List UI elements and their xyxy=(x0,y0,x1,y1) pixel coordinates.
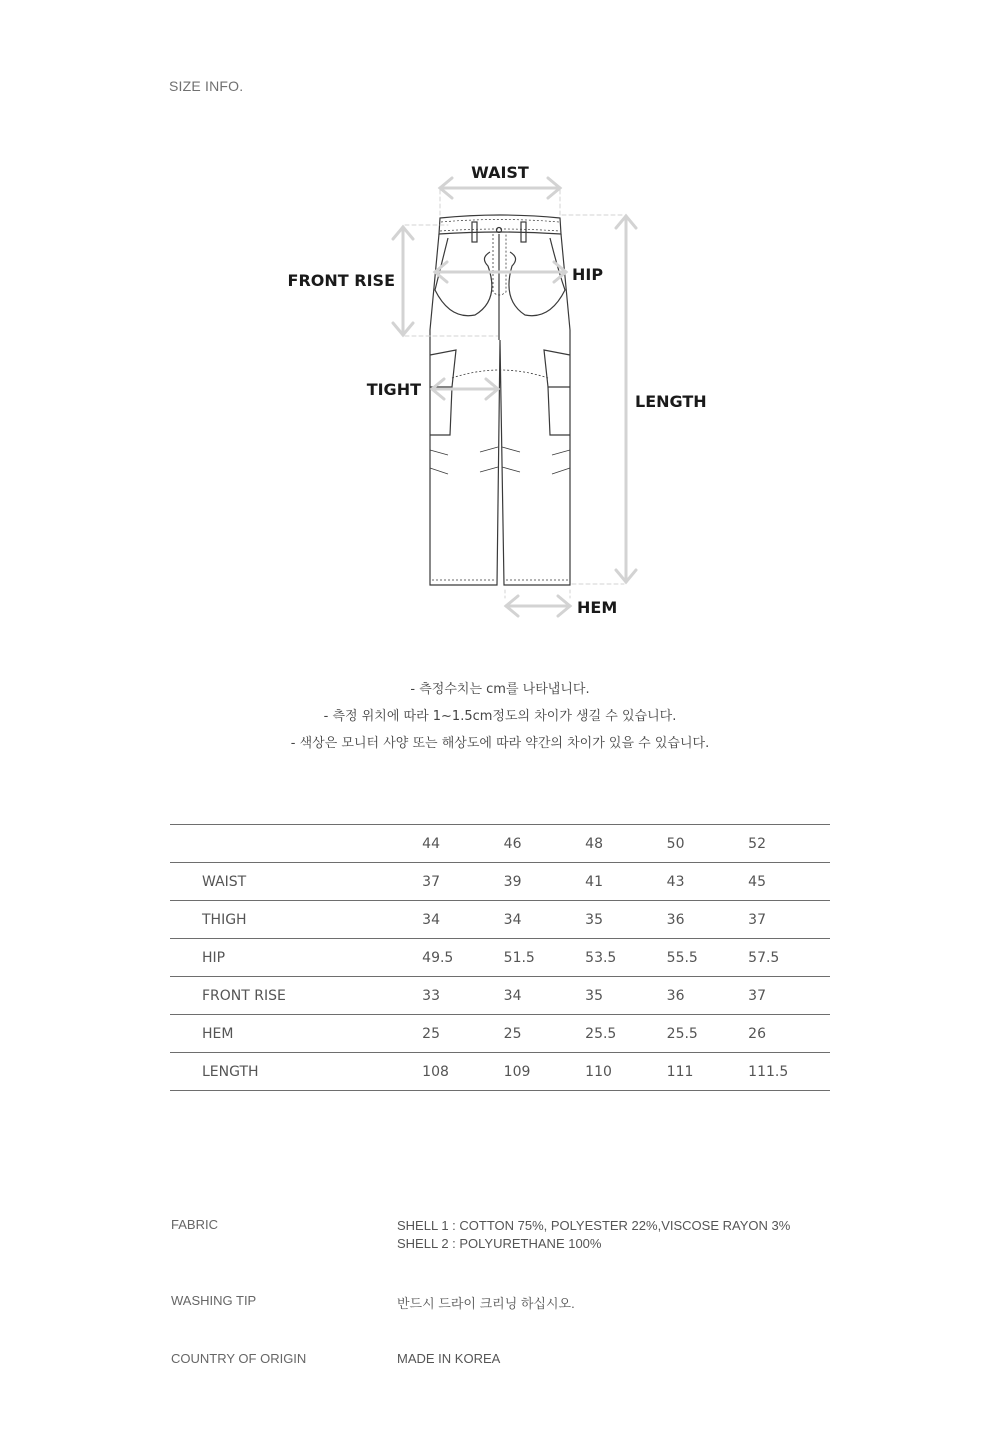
table-cell: 35 xyxy=(585,977,667,1015)
pants-measurement-diagram xyxy=(280,150,720,630)
hip-label: HIP xyxy=(572,265,604,284)
table-cell: 39 xyxy=(504,863,586,901)
table-cell: 34 xyxy=(504,977,586,1015)
origin-label: COUNTRY OF ORIGIN xyxy=(171,1351,307,1366)
table-cell: 37 xyxy=(748,901,830,939)
table-cell: 34 xyxy=(504,901,586,939)
table-cell: 36 xyxy=(667,901,749,939)
header-cell: 46 xyxy=(504,825,586,863)
table-cell: 53.5 xyxy=(585,939,667,977)
table-cell: 45 xyxy=(748,863,830,901)
row-label: HEM xyxy=(170,1015,422,1053)
note-line: - 색상은 모니터 사양 또는 해상도에 따라 약간의 차이가 있을 수 있습니다. xyxy=(290,736,710,751)
hem-label: HEM xyxy=(577,598,618,617)
table-cell: 108 xyxy=(422,1053,504,1091)
fabric-label: FABRIC xyxy=(171,1217,218,1232)
size-table xyxy=(170,824,830,1091)
table-cell: 34 xyxy=(422,901,504,939)
header-cell: 50 xyxy=(667,825,749,863)
table-cell: 51.5 xyxy=(504,939,586,977)
table-cell: 109 xyxy=(504,1053,586,1091)
row-label: THIGH xyxy=(170,901,422,939)
table-cell: 57.5 xyxy=(748,939,830,977)
length-label: LENGTH xyxy=(635,392,707,411)
table-cell: 25 xyxy=(422,1015,504,1053)
table-cell: 25.5 xyxy=(667,1015,749,1053)
fabric-value xyxy=(397,1217,857,1253)
fabric-line: SHELL 2 : POLYURETHANE 100% xyxy=(397,1236,602,1251)
section-title: SIZE INFO. xyxy=(169,78,244,94)
origin-value: MADE IN KOREA xyxy=(397,1351,501,1366)
waist-label: WAIST xyxy=(471,163,529,182)
front-rise-label: FRONT RISE xyxy=(287,271,395,290)
row-label: FRONT RISE xyxy=(170,977,422,1015)
table-row xyxy=(170,977,830,1015)
table-cell: 49.5 xyxy=(422,939,504,977)
table-cell: 26 xyxy=(748,1015,830,1053)
table-row xyxy=(170,863,830,901)
washing-label: WASHING TIP xyxy=(171,1293,257,1308)
table-cell: 111.5 xyxy=(748,1053,830,1091)
table-cell: 110 xyxy=(585,1053,667,1091)
table-row xyxy=(170,939,830,977)
table-row xyxy=(170,1053,830,1091)
table-cell: 33 xyxy=(422,977,504,1015)
note-line: - 측정 위치에 따라 1~1.5cm정도의 차이가 생길 수 있습니다. xyxy=(323,709,677,724)
header-cell: 44 xyxy=(422,825,504,863)
header-cell: 52 xyxy=(748,825,830,863)
tight-label: TIGHT xyxy=(366,380,421,399)
header-cell: 48 xyxy=(585,825,667,863)
table-cell: 55.5 xyxy=(667,939,749,977)
table-row xyxy=(170,1015,830,1053)
row-label: LENGTH xyxy=(170,1053,422,1091)
table-header-row xyxy=(170,825,830,863)
table-cell: 35 xyxy=(585,901,667,939)
row-label: HIP xyxy=(170,939,422,977)
table-cell: 37 xyxy=(748,977,830,1015)
table-row xyxy=(170,901,830,939)
header-cell xyxy=(170,825,422,863)
note-line: - 측정수치는 cm를 나타냅니다. xyxy=(410,682,590,697)
fabric-line: SHELL 1 : COTTON 75%, POLYESTER 22%,VISCOSE RAYON 3% xyxy=(397,1218,791,1233)
table-cell: 36 xyxy=(667,977,749,1015)
table-cell: 41 xyxy=(585,863,667,901)
table-cell: 111 xyxy=(667,1053,749,1091)
table-cell: 37 xyxy=(422,863,504,901)
row-label: WAIST xyxy=(170,863,422,901)
table-cell: 43 xyxy=(667,863,749,901)
table-cell: 25 xyxy=(504,1015,586,1053)
washing-value: 반드시 드라이 크리닝 하십시오. xyxy=(397,1296,575,1311)
measurement-notes xyxy=(0,680,1000,761)
table-cell: 25.5 xyxy=(585,1015,667,1053)
